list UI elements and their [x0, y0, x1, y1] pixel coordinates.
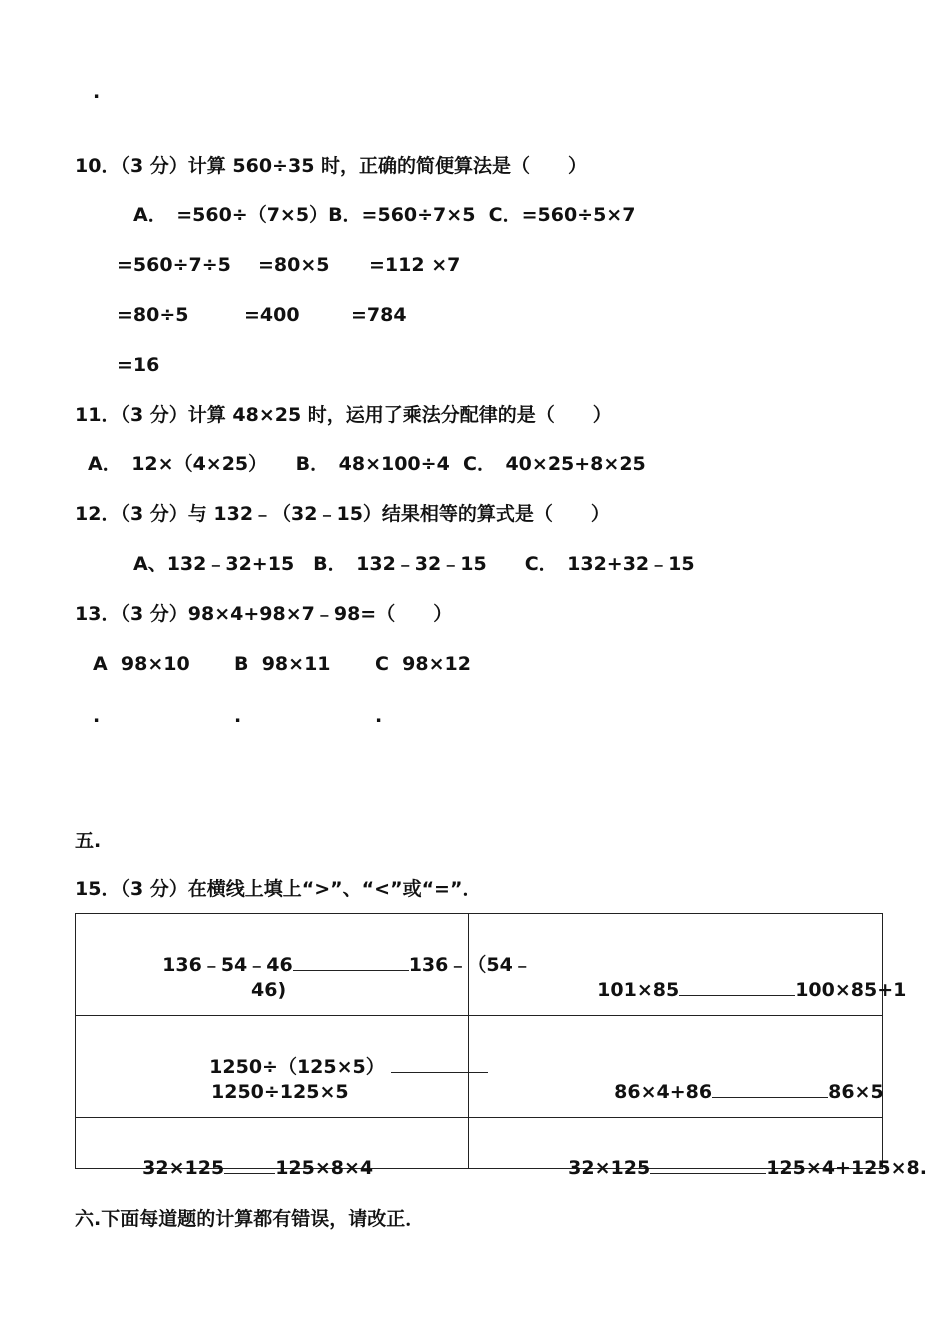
q13-dot-a: . — [93, 705, 101, 727]
expr-right: 125×4+125×8. — [766, 1157, 927, 1179]
q13-stem: 13．（3 分）98×4+98×7﹣98=（ ） — [75, 603, 453, 625]
q13-dot-b: . — [234, 705, 242, 727]
expr-left: 1250÷（125×5） — [209, 1056, 385, 1078]
answer-blank[interactable] — [712, 1079, 828, 1098]
table-cell — [469, 1118, 927, 1179]
expr-left: 136﹣54﹣46 — [162, 954, 293, 976]
expr-left: 86×4+86 — [614, 1081, 713, 1103]
expr-left: 32×125 — [142, 1157, 225, 1179]
q11-stem: 11．（3 分）计算 48×25 时，运用了乘法分配律的是（ ） — [75, 404, 612, 426]
table-cell — [76, 1118, 469, 1179]
q10-options-row: A． =560÷（7×5）B．=560÷7×5 C．=560÷5×7 — [133, 204, 636, 226]
q11-options: A． 12×（4×25） B． 48×100÷4 C． 40×25+8×25 — [88, 453, 646, 475]
expr-left: 32×125 — [568, 1157, 651, 1179]
table-cell — [76, 914, 532, 1016]
table-row — [76, 914, 883, 1016]
q13-option-c: C 98×12 — [375, 653, 471, 675]
section-5-heading: 五. — [75, 830, 102, 852]
expr-right: 100×85+1 — [795, 979, 907, 1001]
q13-option-b: B 98×11 — [234, 653, 331, 675]
q10-b-step2: =400 — [244, 304, 300, 326]
section-6-heading: 六.下面每道题的计算都有错误，请改正． — [75, 1208, 425, 1230]
answer-blank[interactable] — [224, 1155, 275, 1174]
q10-stem: 10．（3 分）计算 560÷35 时，正确的简便算法是（ ） — [75, 155, 588, 177]
table-cell — [76, 1016, 469, 1118]
q10-c-step2: =784 — [351, 304, 407, 326]
top-dot: . — [93, 81, 101, 103]
table-row — [76, 1016, 883, 1118]
q10-b-step1: =80×5 — [258, 254, 330, 276]
q15-stem: 15．（3 分）在横线上填上“>”、“<”或“=”． — [75, 878, 482, 900]
expr-left: 101×85 — [597, 979, 680, 1001]
q13-option-a: A 98×10 — [93, 653, 190, 675]
table-cell — [469, 1016, 883, 1118]
expr-right-cont: 46) — [251, 979, 287, 1001]
q12-options: A、132﹣32+15 B． 132﹣32﹣15 C． 132+32﹣15 — [133, 553, 695, 575]
q10-c-step1: =112 ×7 — [369, 254, 461, 276]
q12-stem: 12．（3 分）与 132﹣（32﹣15）结果相等的算式是（ ） — [75, 503, 610, 525]
expr-right: 125×8×4 — [275, 1157, 374, 1179]
q10-a-step3: =16 — [117, 354, 160, 376]
answer-blank[interactable] — [293, 952, 409, 971]
answer-blank[interactable] — [650, 1155, 766, 1174]
expr-right: 136﹣（54﹣ — [408, 954, 532, 976]
q10-a-step2: =80÷5 — [117, 304, 189, 326]
q10-a-step1: =560÷7÷5 — [117, 254, 231, 276]
expr-right: 1250÷125×5 — [211, 1081, 349, 1103]
table-cell — [469, 914, 907, 1016]
q13-dot-c: . — [375, 705, 383, 727]
comparison-table — [75, 913, 927, 1179]
answer-blank[interactable] — [679, 977, 795, 996]
expr-right: 86×5 — [828, 1081, 884, 1103]
table-row — [76, 1118, 883, 1169]
